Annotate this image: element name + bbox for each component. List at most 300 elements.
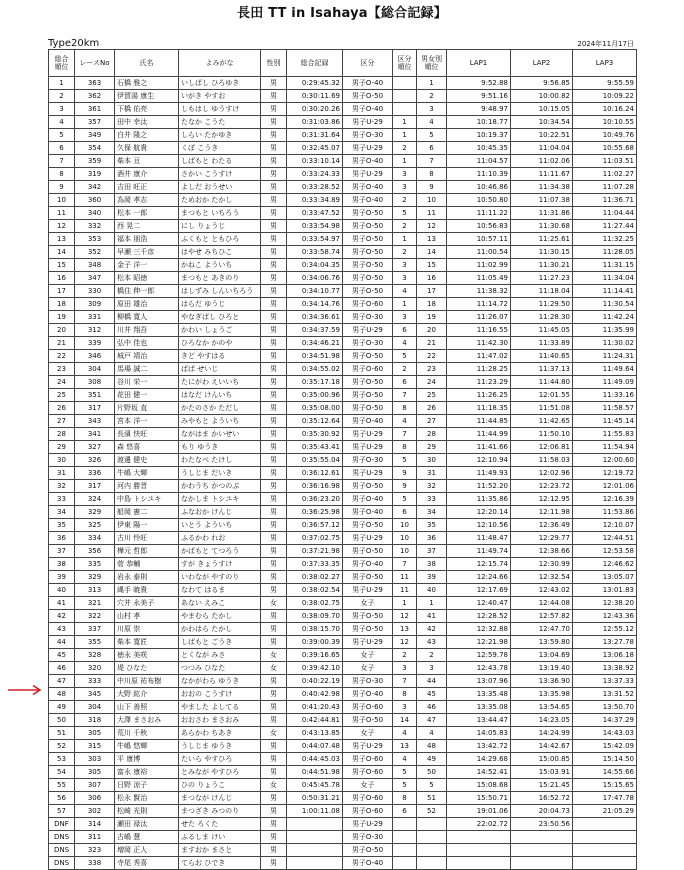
table-cell: 13:59.80 — [511, 636, 573, 649]
table-cell: 男 — [261, 155, 287, 168]
table-cell: 男 — [261, 142, 287, 155]
table-cell: 11:49.09 — [573, 376, 637, 389]
table-cell: DNS — [49, 857, 75, 870]
table-cell: 西 晃二 — [115, 220, 179, 233]
table-cell: 寺尾 秀喜 — [115, 857, 179, 870]
table-cell: 32 — [417, 480, 447, 493]
table-cell: しらい たかゆき — [179, 129, 261, 142]
table-cell: 11:42.30 — [447, 337, 511, 350]
table-cell: 333 — [75, 675, 115, 688]
table-cell: 0:39:42.10 — [287, 662, 343, 675]
table-cell: 0:33:34.89 — [287, 194, 343, 207]
table-cell: 345 — [75, 688, 115, 701]
table-cell: 12 — [393, 636, 417, 649]
table-cell: 伊賀湯 康生 — [115, 90, 179, 103]
table-cell: 男 — [261, 701, 287, 714]
table-cell: 49 — [417, 753, 447, 766]
table-cell: 下橋 佑亮 — [115, 103, 179, 116]
table-cell: ひろなか かのや — [179, 337, 261, 350]
table-cell: 13:05.07 — [573, 571, 637, 584]
table-cell: いしばし ひろゆき — [179, 77, 261, 90]
table-row — [49, 636, 637, 649]
table-cell: 13:35.48 — [447, 688, 511, 701]
table-cell: 11:05.49 — [447, 272, 511, 285]
table-cell: 男 — [261, 116, 287, 129]
table-cell: つつみ ひなた — [179, 662, 261, 675]
table-cell: 1 — [393, 233, 417, 246]
table-row — [49, 155, 637, 168]
table-cell: 11:30.15 — [511, 246, 573, 259]
table-cell — [393, 77, 417, 90]
table-cell: 327 — [75, 441, 115, 454]
table-cell: 318 — [75, 714, 115, 727]
table-cell: 森 悠喜 — [115, 441, 179, 454]
table-cell: 男 — [261, 532, 287, 545]
table-cell: 11:30.02 — [573, 337, 637, 350]
table-cell: 11:41.66 — [447, 441, 511, 454]
table-cell: 11:28.05 — [573, 246, 637, 259]
table-cell: 8 — [417, 168, 447, 181]
table-cell: 船岡 憲二 — [115, 506, 179, 519]
table-cell: 14:05.83 — [447, 727, 511, 740]
table-cell: 松本 昭徳 — [115, 272, 179, 285]
table-cell: 男子O-40 — [343, 558, 393, 571]
table-cell: 男 — [261, 844, 287, 857]
table-cell: 中川原 祐布樹 — [115, 675, 179, 688]
table-cell — [573, 831, 637, 844]
table-cell: 11:38.32 — [447, 285, 511, 298]
table-cell: 11 — [49, 207, 75, 220]
table-cell: 11:51.08 — [511, 402, 573, 415]
table-cell: 菅 恭輔 — [115, 558, 179, 571]
table-cell: 男子U-29 — [343, 116, 393, 129]
table-cell: 3 — [417, 662, 447, 675]
table-cell: 2 — [393, 649, 417, 662]
table-cell: 311 — [75, 831, 115, 844]
table-cell: 女子 — [343, 649, 393, 662]
table-cell: わたなべ たけし — [179, 454, 261, 467]
table-cell: 男子U-29 — [343, 324, 393, 337]
table-cell: 11:16.55 — [447, 324, 511, 337]
table-cell: 11:27.44 — [573, 220, 637, 233]
table-cell: 12 — [393, 610, 417, 623]
table-cell: 8 — [393, 402, 417, 415]
table-cell — [393, 831, 417, 844]
table-cell: 男 — [261, 792, 287, 805]
table-row — [49, 415, 637, 428]
table-cell: 柴本 寛匠 — [115, 636, 179, 649]
table-cell: 12:38.66 — [511, 545, 573, 558]
table-cell: 白井 隆之 — [115, 129, 179, 142]
table-cell: 0:35:08.00 — [287, 402, 343, 415]
table-cell: 29 — [417, 441, 447, 454]
table-cell: 9:48.97 — [447, 103, 511, 116]
table-cell: 男 — [261, 220, 287, 233]
table-cell: 35 — [417, 519, 447, 532]
table-cell: 4 — [393, 285, 417, 298]
table-cell: 13:27.78 — [573, 636, 637, 649]
table-cell: 46 — [417, 701, 447, 714]
table-cell: 10:56.83 — [447, 220, 511, 233]
table-cell: さかい こうすけ — [179, 168, 261, 181]
table-cell: 11:00.54 — [447, 246, 511, 259]
table-row — [49, 90, 637, 103]
table-cell: 351 — [75, 389, 115, 402]
table-cell: 花田 健一 — [115, 389, 179, 402]
table-cell: 男 — [261, 272, 287, 285]
table-row — [49, 584, 637, 597]
table-cell: 0:38:02.27 — [287, 571, 343, 584]
table-cell: 男 — [261, 623, 287, 636]
table-cell: 317 — [75, 402, 115, 415]
table-cell: 片野坂 直 — [115, 402, 179, 415]
table-cell: 35 — [49, 519, 75, 532]
table-cell: 松崎 光則 — [115, 805, 179, 818]
table-cell: 346 — [75, 350, 115, 363]
table-cell: 9:55.59 — [573, 77, 637, 90]
table-row — [49, 376, 637, 389]
table-cell: 男 — [261, 818, 287, 831]
table-cell: 10:09.22 — [573, 90, 637, 103]
table-cell: ながはま かいせい — [179, 428, 261, 441]
table-cell: 男 — [261, 376, 287, 389]
table-cell — [573, 857, 637, 870]
table-cell: 34 — [417, 506, 447, 519]
table-cell: ふなおか けんじ — [179, 506, 261, 519]
table-cell: 361 — [75, 103, 115, 116]
table-row — [49, 701, 637, 714]
table-cell: 男子O-60 — [343, 753, 393, 766]
table-cell: 男 — [261, 77, 287, 90]
table-cell: 荒川 千秋 — [115, 727, 179, 740]
table-cell: 11:49.74 — [447, 545, 511, 558]
table-row — [49, 597, 637, 610]
table-cell: 31 — [49, 467, 75, 480]
table-cell — [287, 818, 343, 831]
table-cell: 0:39:00.39 — [287, 636, 343, 649]
table-cell: 10:34.54 — [511, 116, 573, 129]
table-cell: 平 康博 — [115, 753, 179, 766]
table-cell: 16 — [417, 272, 447, 285]
table-cell: 8 — [393, 688, 417, 701]
table-row — [49, 506, 637, 519]
table-cell: 28 — [49, 428, 75, 441]
table-cell: 3 — [393, 701, 417, 714]
table-cell: うしじま だいき — [179, 467, 261, 480]
table-row — [49, 558, 637, 571]
table-cell: 4 — [393, 753, 417, 766]
table-cell: 男子U-29 — [343, 818, 393, 831]
table-cell: 13 — [49, 233, 75, 246]
table-cell: 24 — [417, 376, 447, 389]
table-cell: 0:34:36.61 — [287, 311, 343, 324]
table-cell: 52 — [417, 805, 447, 818]
table-cell: 15:03.91 — [511, 766, 573, 779]
table-cell: 男子O-50 — [343, 207, 393, 220]
table-cell: 13:54.65 — [511, 701, 573, 714]
table-cell: 男子O-30 — [343, 129, 393, 142]
table-cell: 12:32.54 — [511, 571, 573, 584]
table-cell: まつもと いちろう — [179, 207, 261, 220]
table-cell: 11:32.25 — [573, 233, 637, 246]
table-cell: 3 — [49, 103, 75, 116]
table-cell: 岩永 泰則 — [115, 571, 179, 584]
table-cell: 0:34:10.77 — [287, 285, 343, 298]
table-cell: 312 — [75, 324, 115, 337]
table-cell: 3 — [393, 168, 417, 181]
table-cell: あらかわ ちあき — [179, 727, 261, 740]
table-row — [49, 792, 637, 805]
table-row — [49, 714, 637, 727]
table-cell: かばもと てつろう — [179, 545, 261, 558]
table-cell: 6 — [49, 142, 75, 155]
table-cell: 326 — [75, 454, 115, 467]
table-cell: 0:38:09.70 — [287, 610, 343, 623]
table-cell: おおさわ まさおみ — [179, 714, 261, 727]
column-header: 男女別 順位 — [417, 50, 447, 77]
table-cell: 男 — [261, 311, 287, 324]
table-row — [49, 441, 637, 454]
table-cell: 336 — [75, 467, 115, 480]
table-cell: 10:57.11 — [447, 233, 511, 246]
table-cell: 徳永 美咲 — [115, 649, 179, 662]
table-cell: 男子U-29 — [343, 142, 393, 155]
table-cell: 329 — [75, 571, 115, 584]
table-cell: 42 — [49, 610, 75, 623]
table-cell: 10:49.76 — [573, 129, 637, 142]
table-cell: 男 — [261, 688, 287, 701]
table-cell: 11:52.20 — [447, 480, 511, 493]
table-cell: 13:38.92 — [573, 662, 637, 675]
table-cell: 男 — [261, 168, 287, 181]
table-cell: 男子O-50 — [343, 259, 393, 272]
results-table — [48, 49, 637, 870]
table-cell: はやせ みちひこ — [179, 246, 261, 259]
table-cell: 酒井 康介 — [115, 168, 179, 181]
table-cell: 19 — [49, 311, 75, 324]
table-cell: 12:02.96 — [511, 467, 573, 480]
table-cell: 3 — [393, 311, 417, 324]
table-cell: 11:34.04 — [573, 272, 637, 285]
table-cell: 43 — [417, 636, 447, 649]
table-cell: 堤 ひなた — [115, 662, 179, 675]
table-cell: みやもと よういち — [179, 415, 261, 428]
table-cell: 女 — [261, 597, 287, 610]
table-cell: 356 — [75, 545, 115, 558]
table-cell: 20:04.73 — [511, 805, 573, 818]
table-cell: 宮本 洋一 — [115, 415, 179, 428]
table-cell: 28 — [417, 428, 447, 441]
table-cell: 13:19.40 — [511, 662, 573, 675]
table-cell: 11:25.61 — [511, 233, 573, 246]
table-cell: 5 — [49, 129, 75, 142]
table-cell: まつざき みつのり — [179, 805, 261, 818]
table-cell: 0:36:16.98 — [287, 480, 343, 493]
table-cell: 323 — [75, 844, 115, 857]
table-cell: 男 — [261, 519, 287, 532]
table-cell: 11:45.14 — [573, 415, 637, 428]
table-cell: DNS — [49, 844, 75, 857]
table-cell: 31 — [417, 467, 447, 480]
table-cell: 福本 朋浩 — [115, 233, 179, 246]
table-cell: 11:47.02 — [447, 350, 511, 363]
table-cell: 325 — [75, 519, 115, 532]
table-cell: 男 — [261, 636, 287, 649]
table-cell: 男子O-50 — [343, 246, 393, 259]
table-cell: 11:44.85 — [447, 415, 511, 428]
table-cell: 12:57.82 — [511, 610, 573, 623]
table-cell: 男 — [261, 129, 287, 142]
table-cell: 0:30:20.26 — [287, 103, 343, 116]
table-cell: 13:36.90 — [511, 675, 573, 688]
table-cell: 古嶋 慧 — [115, 831, 179, 844]
table-cell — [511, 831, 573, 844]
table-cell: 4 — [49, 116, 75, 129]
table-cell: 17 — [49, 285, 75, 298]
table-cell: 男子O-50 — [343, 233, 393, 246]
table-cell: 11:42.24 — [573, 311, 637, 324]
table-cell: 弘中 佳也 — [115, 337, 179, 350]
table-cell: 14 — [417, 246, 447, 259]
table-cell: 14:42.67 — [511, 740, 573, 753]
table-cell: 11:28.25 — [447, 363, 511, 376]
table-cell: 0:42:44.81 — [287, 714, 343, 727]
table-cell: 男 — [261, 753, 287, 766]
table-cell: とくなが みさ — [179, 649, 261, 662]
table-cell: 30 — [417, 454, 447, 467]
table-cell: 308 — [75, 376, 115, 389]
table-cell: 11:37.13 — [511, 363, 573, 376]
table-cell: 11:11.67 — [511, 168, 573, 181]
table-cell: 7 — [49, 155, 75, 168]
table-cell: 11:35.86 — [447, 493, 511, 506]
table-cell: 男子O-50 — [343, 350, 393, 363]
table-cell: 男子O-40 — [343, 103, 393, 116]
table-cell: 12:46.62 — [573, 558, 637, 571]
table-cell: 男子O-60 — [343, 701, 393, 714]
table-cell: 45 — [417, 688, 447, 701]
table-cell: 男子O-40 — [343, 155, 393, 168]
table-cell: 0:44:45.03 — [287, 753, 343, 766]
table-cell: 男 — [261, 467, 287, 480]
table-row — [49, 168, 637, 181]
table-cell: 河内 勝晋 — [115, 480, 179, 493]
table-cell: よしだ おうせい — [179, 181, 261, 194]
table-row — [49, 311, 637, 324]
table-cell — [447, 831, 511, 844]
table-cell: 0:35:55.04 — [287, 454, 343, 467]
table-cell: 304 — [75, 701, 115, 714]
table-cell: 44 — [417, 675, 447, 688]
table-cell: 男 — [261, 766, 287, 779]
table-cell: 17 — [417, 285, 447, 298]
table-cell: 12:44.51 — [573, 532, 637, 545]
table-cell: 321 — [75, 597, 115, 610]
table-cell: 11:07.28 — [573, 181, 637, 194]
table-cell: 348 — [75, 259, 115, 272]
table-cell: 343 — [75, 415, 115, 428]
table-cell: 6 — [393, 324, 417, 337]
table-cell: 47 — [417, 714, 447, 727]
table-cell: 10:19.37 — [447, 129, 511, 142]
table-row — [49, 389, 637, 402]
table-cell: 9 — [393, 467, 417, 480]
table-cell: 11:42.65 — [511, 415, 573, 428]
table-cell: たいら やすひろ — [179, 753, 261, 766]
table-cell: 山下 善照 — [115, 701, 179, 714]
table-cell: 金子 洋一 — [115, 259, 179, 272]
table-row — [49, 545, 637, 558]
table-cell: 5 — [393, 350, 417, 363]
table-cell: 13:37.33 — [573, 675, 637, 688]
table-cell: 0:40:22.19 — [287, 675, 343, 688]
table-cell: くぼ こうき — [179, 142, 261, 155]
table-row — [49, 194, 637, 207]
table-cell: 早瀬 三千彦 — [115, 246, 179, 259]
table-cell: 11:27.23 — [511, 272, 573, 285]
table-cell: 男子U-29 — [343, 532, 393, 545]
table-cell: 10:10.55 — [573, 116, 637, 129]
table-cell: 13:31.52 — [573, 688, 637, 701]
table-cell: 3 — [393, 181, 417, 194]
table-cell: かたのさか ただし — [179, 402, 261, 415]
table-cell: 古川 怜旺 — [115, 532, 179, 545]
table-cell: 12:47.70 — [511, 623, 573, 636]
table-cell: 11:49.93 — [447, 467, 511, 480]
table-cell: 1 — [393, 597, 417, 610]
table-cell: 男子O-50 — [343, 402, 393, 415]
header-row — [49, 50, 637, 77]
table-row — [49, 675, 637, 688]
table-cell: 21 — [49, 337, 75, 350]
table-cell: 8 — [49, 168, 75, 181]
table-cell: 42 — [417, 623, 447, 636]
table-cell: 14:23.05 — [511, 714, 573, 727]
table-cell: 5 — [393, 779, 417, 792]
table-cell: 10 — [393, 532, 417, 545]
table-cell: 41 — [49, 597, 75, 610]
table-cell: 0:33:47.52 — [287, 207, 343, 220]
table-cell: 12:53.58 — [573, 545, 637, 558]
table-cell: 11:31.86 — [511, 207, 573, 220]
table-cell: 11:03.51 — [573, 155, 637, 168]
table-cell: 11:29.50 — [511, 298, 573, 311]
table-cell: 11:23.29 — [447, 376, 511, 389]
table-cell: 男 — [261, 259, 287, 272]
table-row — [49, 740, 637, 753]
table-cell: 15:00.85 — [511, 753, 573, 766]
table-cell: 0:37:21.98 — [287, 545, 343, 558]
table-cell: 4 — [393, 727, 417, 740]
table-cell: いがき やすお — [179, 90, 261, 103]
table-cell: 357 — [75, 116, 115, 129]
table-cell: 11:02.27 — [573, 168, 637, 181]
table-cell: 11:02.99 — [447, 259, 511, 272]
table-cell: 40 — [49, 584, 75, 597]
table-cell: 大野 紘介 — [115, 688, 179, 701]
table-cell: 22 — [417, 350, 447, 363]
table-cell: 男 — [261, 363, 287, 376]
table-cell: 10 — [49, 194, 75, 207]
table-cell: 12:11.98 — [511, 506, 573, 519]
table-cell: 0:33:28.52 — [287, 181, 343, 194]
table-cell: 25 — [417, 389, 447, 402]
table-cell: 伊東 陽一 — [115, 519, 179, 532]
table-cell: ふるかわ れお — [179, 532, 261, 545]
table-cell: 0:45:45.78 — [287, 779, 343, 792]
table-cell: 男 — [261, 584, 287, 597]
table-row — [49, 857, 637, 870]
